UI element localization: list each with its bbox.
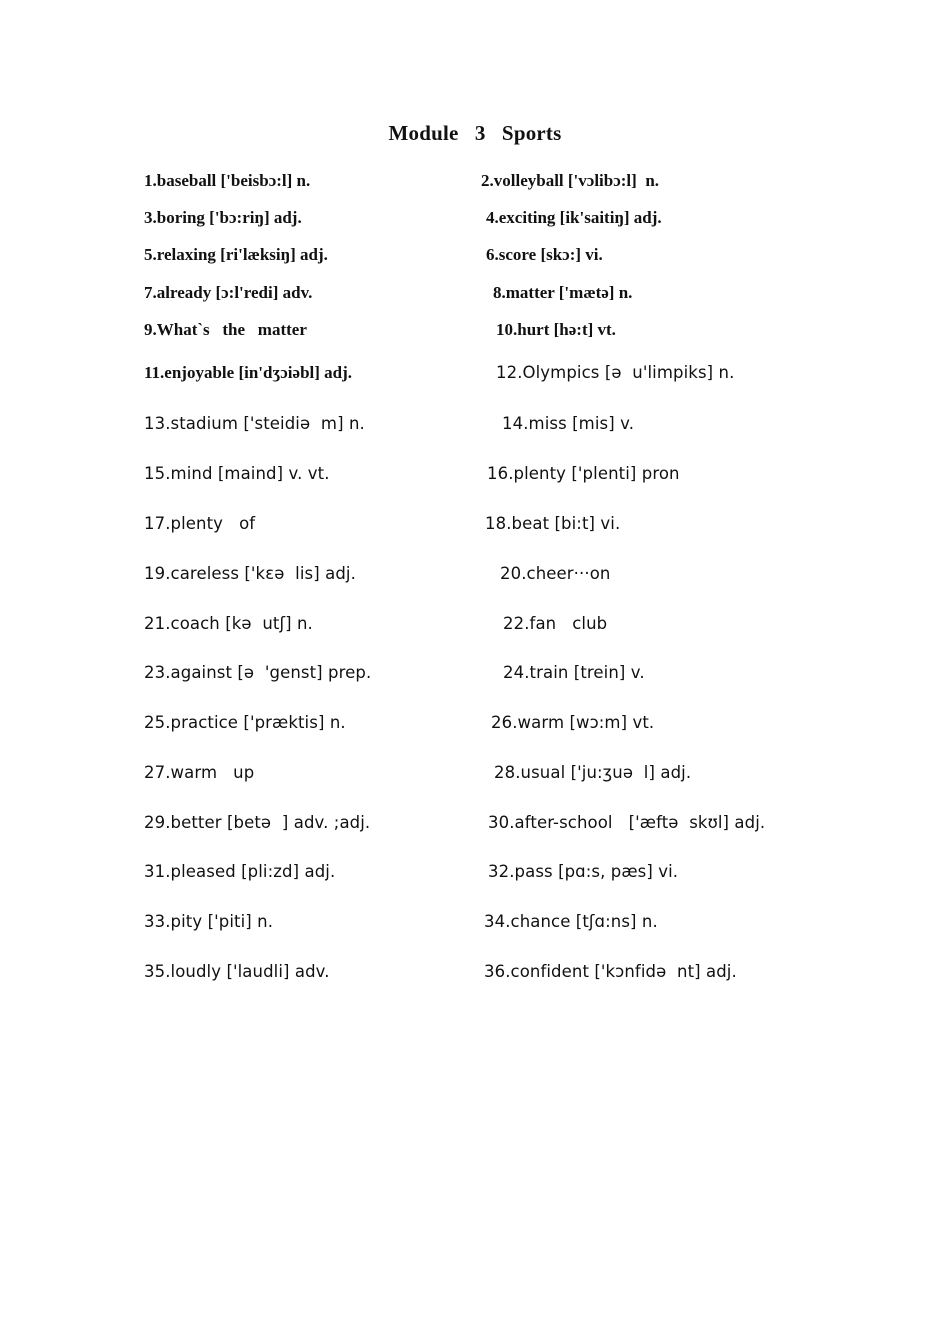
vocab-row (0, 614, 950, 644)
vocab-item: 34.chance [tʃɑ:ns] n. (484, 912, 658, 931)
vocab-item: 11.enjoyable [in'dʒɔiəbl] adj. (144, 363, 353, 382)
vocab-row (0, 713, 950, 743)
vocab-item: 6.score [skɔ:] vi. (486, 245, 603, 264)
vocab-item: 5.relaxing [ri'læksiŋ] adj. (144, 245, 328, 264)
vocab-item: 2.volleyball ['vɔlibɔ:l] n. (481, 171, 660, 190)
vocab-item: 19.careless ['kɛə lis] adj. (144, 564, 356, 583)
vocab-item: 25.practice ['præktis] n. (144, 713, 346, 732)
vocab-item: 26.warm [wɔ:m] vt. (491, 713, 655, 732)
vocab-item: 7.already [ɔ:l'redi] adv. (144, 283, 313, 302)
vocab-item: 3.boring ['bɔ:riŋ] adj. (144, 208, 302, 227)
vocab-item: 9.What`s the matter (144, 320, 307, 339)
vocab-item: 18.beat [bi:t] vi. (485, 514, 621, 533)
vocab-row (0, 320, 950, 350)
vocab-item: 15.mind [maind] v. vt. (144, 464, 330, 483)
vocab-item: 20.cheer···on (500, 564, 611, 583)
vocab-row (0, 464, 950, 494)
vocab-row (0, 962, 950, 992)
vocab-item: 10.hurt [hə:t] vt. (496, 320, 616, 339)
vocab-row (0, 663, 950, 693)
vocab-item: 27.warm up (144, 763, 255, 782)
vocab-item: 23.against [ə 'genst] prep. (144, 663, 372, 682)
vocab-item: 24.train [trein] v. (503, 663, 645, 682)
vocab-item: 32.pass [pɑ:s, pæs] vi. (488, 862, 679, 881)
vocab-row (0, 414, 950, 444)
vocab-row (0, 363, 950, 393)
vocab-row (0, 813, 950, 843)
page-title: Module 3 Sports (388, 121, 562, 145)
vocab-item: 33.pity ['piti] n. (144, 912, 274, 931)
vocab-item: 28.usual ['ju:ʒuə l] adj. (494, 763, 692, 782)
vocab-item: 21.coach [kə utʃ] n. (144, 614, 313, 633)
vocab-row (0, 283, 950, 313)
vocab-item: 13.stadium ['steidiə m] n. (144, 414, 365, 433)
vocab-row (0, 171, 950, 201)
vocab-item: 1.baseball ['beisbɔ:l] n. (144, 171, 311, 190)
vocab-row (0, 564, 950, 594)
vocab-item: 30.after-school ['æftə skʊl] adj. (488, 813, 766, 832)
vocab-item: 17.plenty of (144, 514, 256, 533)
vocab-item: 12.Olympics [ə u'limpiks] n. (496, 363, 735, 382)
vocab-row (0, 245, 950, 275)
vocab-row (0, 514, 950, 544)
vocab-item: 29.better [betə ] adv. ;adj. (144, 813, 371, 832)
vocab-row (0, 912, 950, 942)
vocab-row (0, 763, 950, 793)
vocab-item: 31.pleased [pli:zd] adj. (144, 862, 336, 881)
vocab-row (0, 208, 950, 238)
vocab-row (0, 862, 950, 892)
vocab-item: 16.plenty ['plenti] pron (487, 464, 680, 483)
vocab-item: 4.exciting [ik'saitiŋ] adj. (486, 208, 662, 227)
vocab-item: 14.miss [mis] v. (502, 414, 635, 433)
vocab-item: 8.matter ['mætə] n. (493, 283, 633, 302)
vocab-item: 36.confident ['kɔnfidə nt] adj. (484, 962, 737, 981)
vocab-item: 35.loudly ['laudli] adv. (144, 962, 330, 981)
vocab-item: 22.fan club (503, 614, 608, 633)
